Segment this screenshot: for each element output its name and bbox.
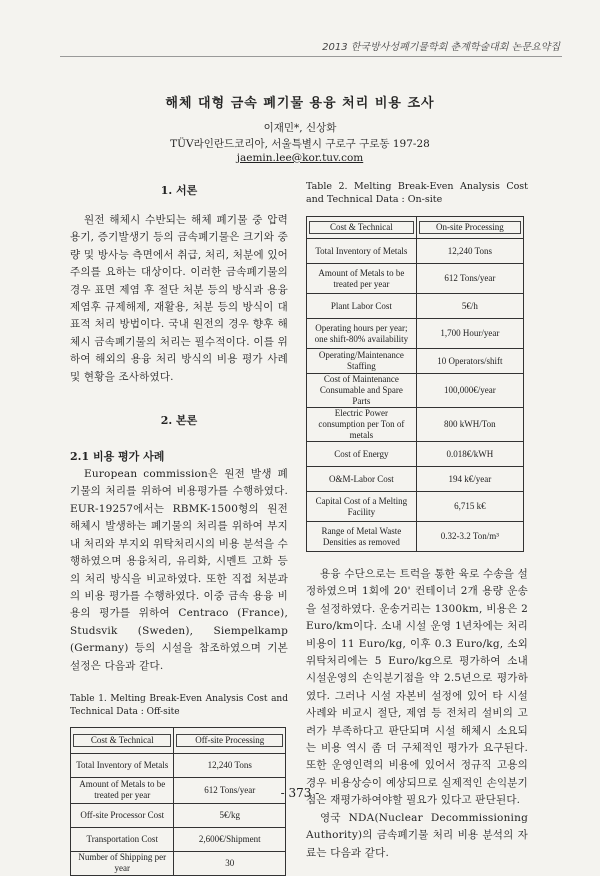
table-cell: 5€/kg [174, 803, 286, 827]
table-cell: 6,715 k€ [416, 492, 523, 522]
table-cell: Operating/Maintenance Staffing [307, 349, 417, 374]
table1 [70, 727, 286, 876]
intro-paragraph: 원전 해체시 수반되는 해체 폐기물 중 압력용기, 증기발생기 등의 금속폐기물은 크기와 중량 및 방사능 측면에서 취급, 처리, 처분에 있어 주의를 요하는 대상이다. 이러한 금속폐기물의 경우 표면 제염 후 절단 처분 등의 방식과 용융 제염후 규제해제, 재활용, 처분 등의 방식이 대표적 처리 방법이다. 국내 원전의 경우 향후 해체시 금속폐기물의 처리는 필수적이다. 이를 위하여 해외의 용융 처리 방식의 비용 평가 사례 및 현황을 조사하였다. [70, 214, 289, 383]
right-column [306, 176, 528, 862]
table-cell: Off-site Processor Cost [71, 803, 174, 827]
table-row [307, 492, 524, 522]
table-row [307, 264, 524, 294]
table-row [71, 753, 286, 777]
table-cell: Electric Power consumption per Ton of metals [307, 408, 417, 442]
page-number: - 373 - [280, 786, 320, 800]
table-cell: 800 kWH/Ton [416, 408, 523, 442]
table2 [306, 216, 524, 552]
table-row [307, 239, 524, 264]
body-heading: 2. 본론 [160, 414, 198, 428]
table-cell: 0.32-3.2 Ton/m³ [416, 522, 523, 552]
table-cell: Amount of Metals to be treated per year [307, 264, 417, 294]
table-cell: 612 Tons/year [416, 264, 523, 294]
table1-caption: Table 1. Melting Break-Even Analysis Cost and Technical Data : Off-site [70, 693, 288, 717]
table1-header-row [71, 727, 286, 753]
table-row [71, 827, 286, 851]
table-cell: Transportation Cost [71, 827, 174, 851]
table-cell: 5€/h [416, 294, 523, 319]
table-cell: Cost of Energy [307, 442, 417, 467]
subsection-heading: 2.1 비용 평가 사례 [70, 450, 165, 464]
author-email[interactable]: jaemin.lee@kor.tuv.com [236, 152, 364, 164]
right-paragraph-1: 용융 수단으로는 트럭을 통한 육로 수송을 설정하였으며 1회에 20' 컨테이너 2개 용량 운송을 설정하였다. 운송거리는 1300km, 비용은 2 Euro/km이다. 소내 시설 운영 1년차에는 처리비용이 11 Euro/kg, 이후 0.3 Euro/kg, 소외 위탁처리에는 5 Euro/kg으로 평가하여 소내 시설운영의 손익분기점을 약 2.5년으로 평가하였다. 그러나 시설 자본비 설정에 있어 타 시설 사례와 비교시 절단, 제염 등 전처리 설비의 고려가 부족하다고 판단되며 시설 해체시 소요되는 비용 역시 좀 더 구체적인 평가가 요구된다. 또한 운영인력의 비용에 있어서 정규직 고용의 경우 비용상승이 예상되므로 실제적인 손익분기점은 재평가하여야할 필요가 있다고 판단된다. [306, 568, 528, 807]
table-cell: Range of Metal Waste Densities as removed [307, 522, 417, 552]
table2-caption: Table 2. Melting Break-Even Analysis Cost and Technical Data : On-site [306, 181, 528, 205]
body-paragraph: European commission은 원전 발생 폐기물의 처리를 위하여 비용평가를 수행하였다. EUR-19257에서는 RBMK-1500형의 원전 해체시 발생하는 폐기물의 처리를 위하여 부지내 처리와 부지외 위탁처리시의 비용 분석을 수행하였으며 용융처리, 유리화, 시멘트 고화 등의 처리 방식을 비교하였다. 또한 직접 처분과의 비용 평가를 수행하였다. 이중 금속 용융 비용의 평가를 위하여 Centraco (France), Studsvik (Sweden), Siempelkamp (Germany) 등의 시설을 참조하였으며 기본 설정은 다음과 같다. [70, 468, 288, 672]
table2-header-row [307, 217, 524, 239]
table-cell: 2,600€/Shipment [174, 827, 286, 851]
table-cell: Total Inventory of Metals [71, 753, 174, 777]
table-cell: 1,700 Hour/year [416, 319, 523, 349]
table2-header-cell: On-site Processing [419, 221, 521, 234]
paper-title: 해체 대형 금속 폐기물 용융 처리 비용 조사 [165, 96, 435, 111]
table-cell: 10 Operators/shift [416, 349, 523, 374]
right-paragraph-2: 영국 NDA(Nuclear Decommissioning Authority)의 금속폐기물 처리 비용 분석의 자료는 다음과 같다. [306, 811, 528, 859]
affiliation: TÜV라인란드코리아, 서울특별시 구로구 구로동 197-28 [170, 138, 430, 150]
table-cell: Operating hours per year; one shift-80% availability [307, 319, 417, 349]
table-cell: 30 [174, 851, 286, 875]
table-row [71, 803, 286, 827]
table2-header-cell: Cost & Technical [309, 221, 414, 234]
table-cell: 0.018€/kWH [416, 442, 523, 467]
intro-heading: 1. 서론 [160, 184, 198, 197]
left-column [70, 176, 288, 876]
table-row [307, 319, 524, 349]
table-cell: 12,240 Tons [416, 239, 523, 264]
table-cell: Capital Cost of a Melting Facility [307, 492, 417, 522]
running-head: 2013 한국방사성폐기물학회 춘계학술대회 논문요약집 [322, 42, 560, 53]
table-cell: 194 k€/year [416, 467, 523, 492]
table-cell: Total Inventory of Metals [307, 239, 417, 264]
table-cell: Number of Shipping per year [71, 851, 174, 875]
table1-header-cell: Off-site Processing [176, 734, 283, 747]
table-row [307, 349, 524, 374]
table-cell: Plant Labor Cost [307, 294, 417, 319]
table-cell: 612 Tons/year [174, 777, 286, 803]
table1-header-cell: Cost & Technical [73, 734, 171, 747]
header-rule [60, 56, 562, 57]
table-cell: 12,240 Tons [174, 753, 286, 777]
table-row [71, 851, 286, 875]
table-cell: Amount of Metals to be treated per year [71, 777, 174, 803]
table-row [307, 522, 524, 552]
table-row [307, 294, 524, 319]
table-row [307, 467, 524, 492]
table-row [307, 442, 524, 467]
table-cell: Cost of Maintenance Consumable and Spare Parts [307, 374, 417, 408]
table-row [307, 408, 524, 442]
table-cell: O&M-Labor Cost [307, 467, 417, 492]
table-cell: 100,000€/year [416, 374, 523, 408]
authors: 이재민*, 신상화 [263, 122, 337, 134]
table-row [307, 374, 524, 408]
